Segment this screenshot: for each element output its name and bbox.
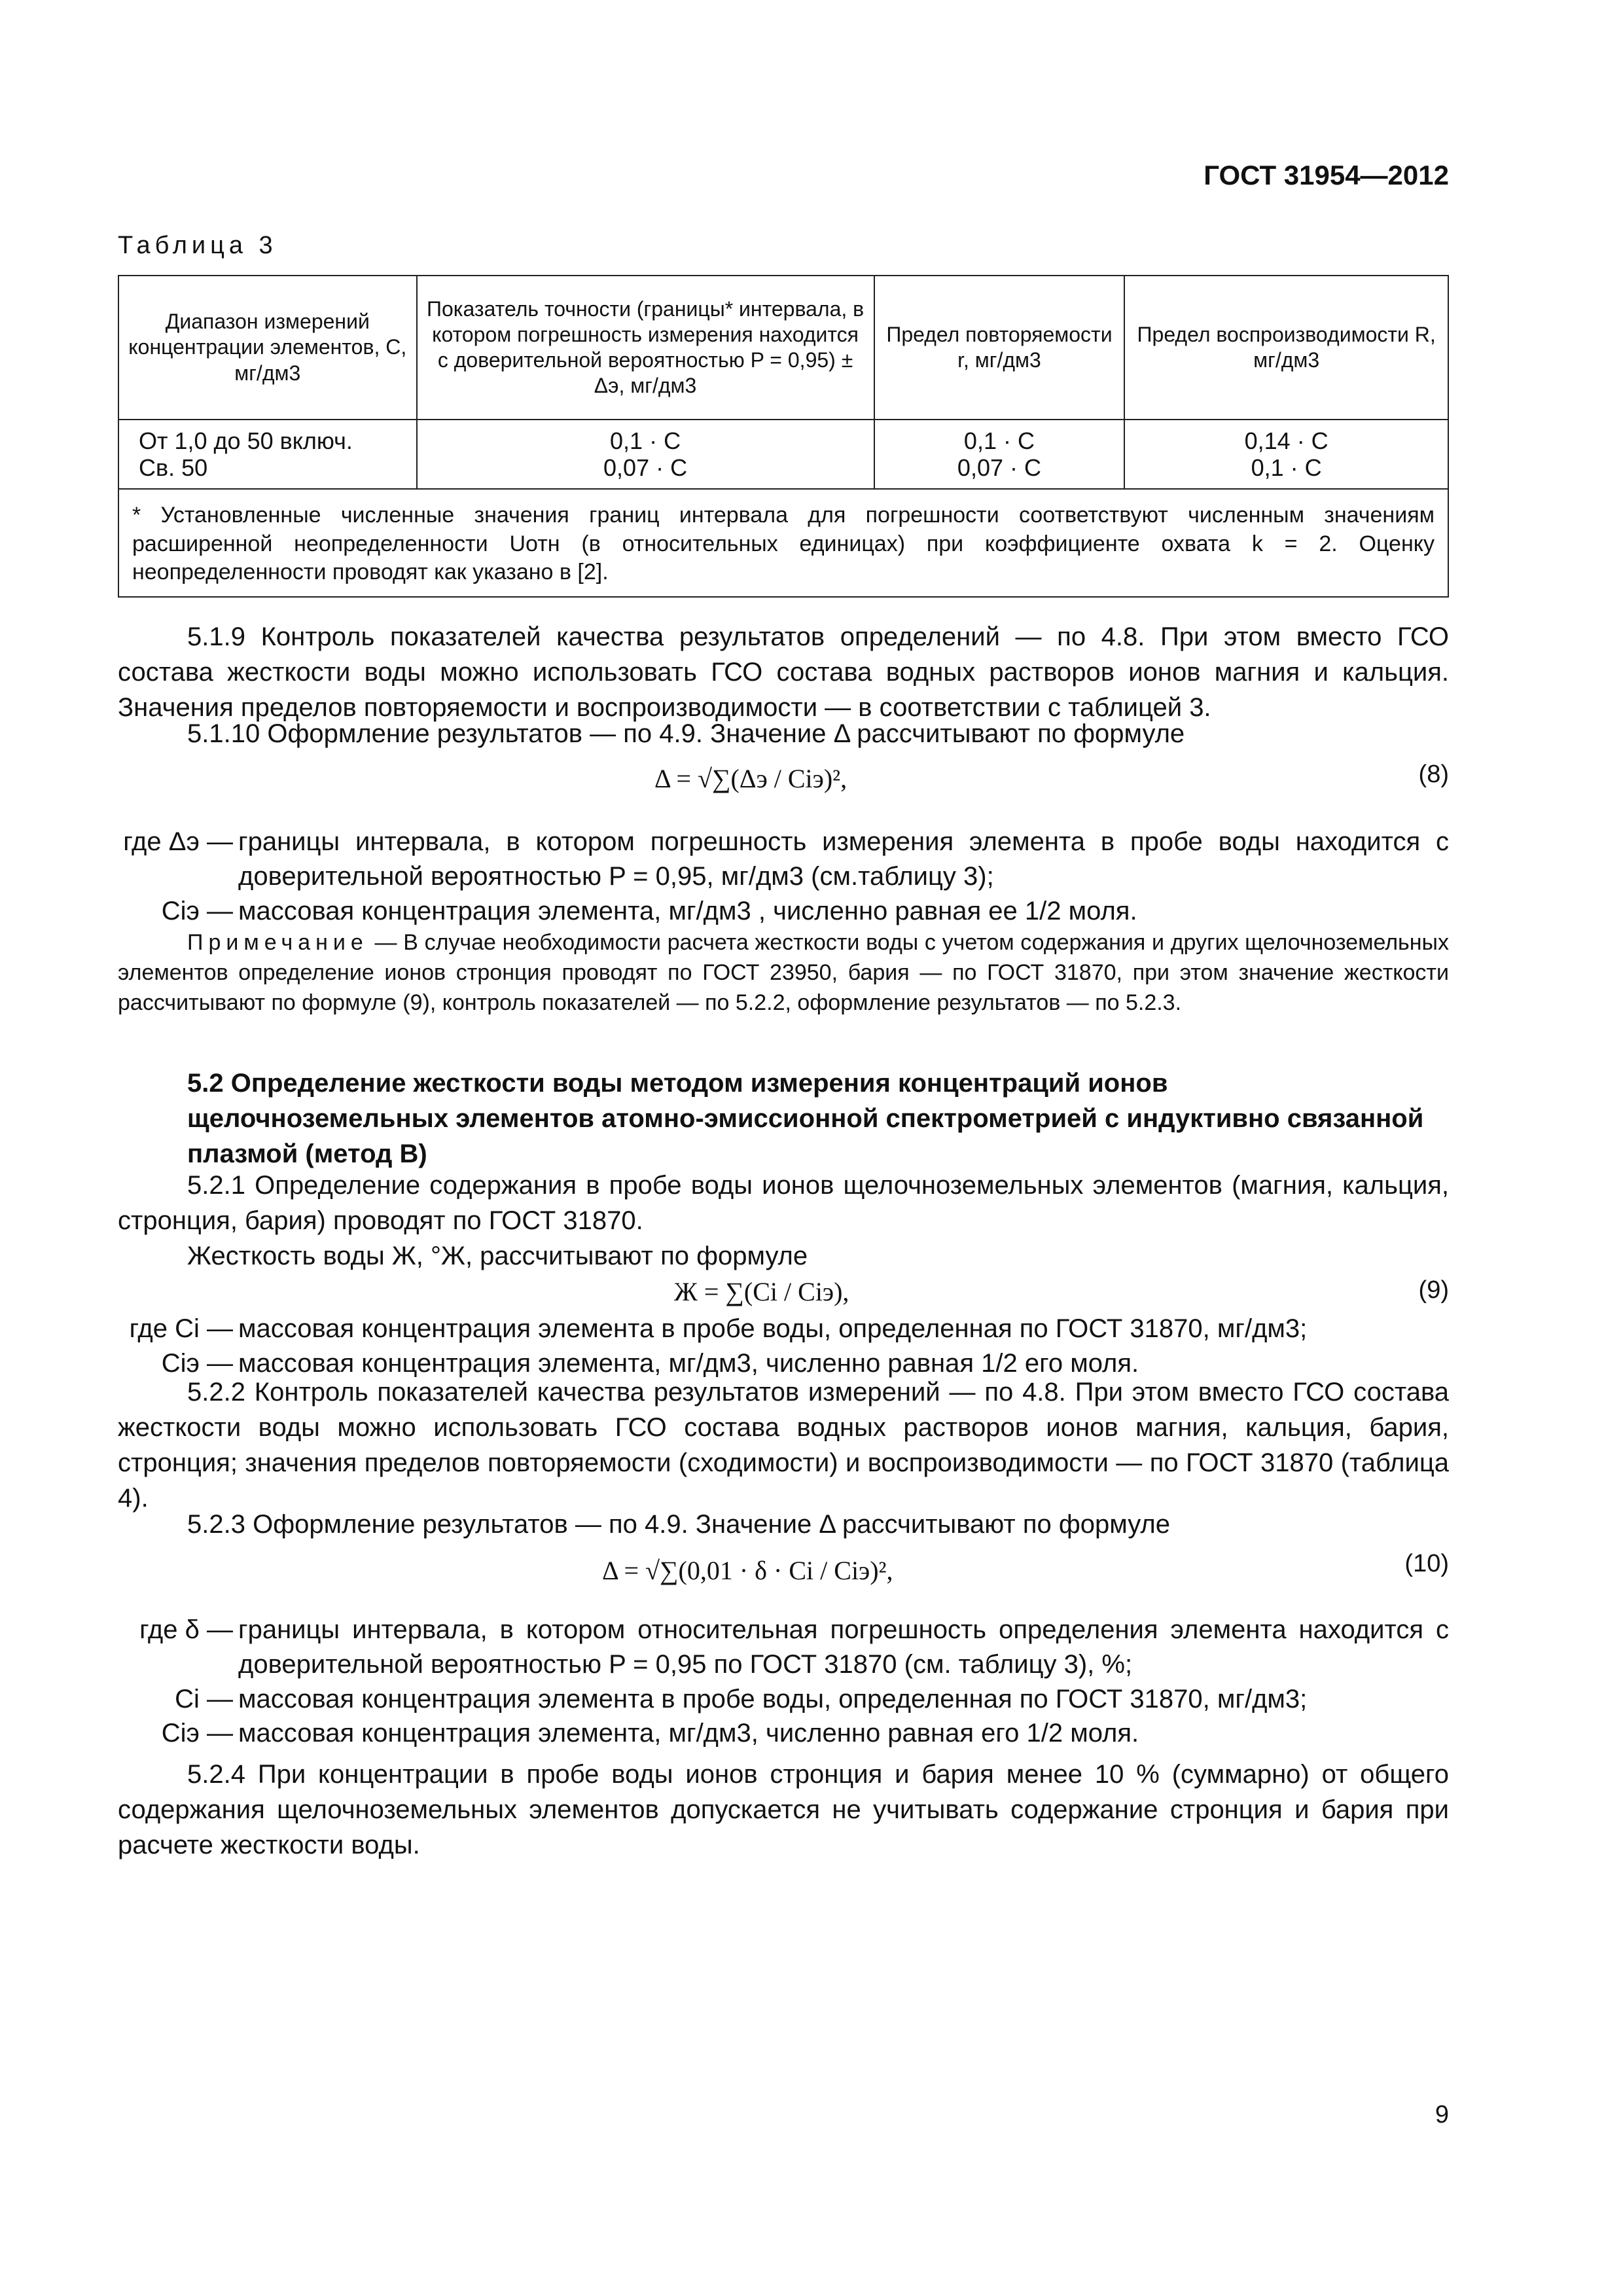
paragraph-5-2-2: 5.2.2 Контроль показателей качества результатов измерений — по 4.8. При этом вместо ГСО состава жесткости воды можно использовать ГСО состава водных растворов ионов магния, кальция, бария, стронция; значения пределов повторяемости (сходимости) и воспроизводимости — по ГОСТ 31870 (таблица 4). (118, 1378, 1449, 1513)
paragraph-5-1-10: 5.1.10 Оформление результатов — по 4.9. Значение Δ рассчитывают по формуле (187, 719, 1185, 748)
range-value: От 1,0 до 50 включ. (139, 427, 353, 454)
definition-text: границы интервала, в котором относительная погрешность определения элемента находится с доверительной вероятностью P = 0,95 по ГОСТ 31870 (см. таблицу 3), %; (238, 1615, 1449, 1679)
paragraph-hardness-formula-intro: Жесткость воды Ж, °Ж, рассчитывают по формуле (187, 1242, 808, 1270)
definition-row (118, 1682, 1449, 1717)
table-cell (118, 420, 417, 489)
section-heading-5-2: 5.2 Определение жесткости воды методом измерения концентраций ионов щелочноземельных элементов атомно-эмиссионной спектрометрией с индуктивно связанной плазмой (метод В) (187, 1069, 1424, 1168)
repeatability-value: 0,1 · C (963, 427, 1035, 454)
note-label: Примечание (187, 930, 368, 955)
formula-10-number: (10) (1404, 1550, 1449, 1577)
definition-text: массовая концентрация элемента, мг/дм3, численно равная его 1/2 моля. (238, 1719, 1139, 1748)
table-footnote: * Установленные численные значения границ интервала для погрешности соответствуют численным значениям расширенной неопределенности Uотн (в относительных единицах) при коэффициенте охвата k = 2. Оценку неопределенности проводят как указано в [2]. (118, 489, 1448, 597)
definition-row (118, 1613, 1449, 1682)
table-3 (118, 275, 1449, 598)
formula-8-definitions (118, 825, 1449, 928)
formula-9-number: (9) (1418, 1276, 1449, 1304)
definition-symbol: где δ — (139, 1615, 233, 1644)
reproducibility-value: 0,14 · C (1244, 427, 1329, 454)
accuracy-value: 0,07 · C (603, 454, 688, 481)
range-value: Св. 50 (139, 454, 208, 481)
formula-8: Δ = √∑(Δэ / Ciэ)², (654, 764, 847, 793)
table-cell (1124, 420, 1448, 489)
definition-text: массовая концентрация элемента, мг/дм3 , численно равная ее 1/2 моля. (238, 896, 1137, 925)
table-header-cell: Показатель точности (границы* интервала, в котором погрешность измерения находится с доверительной вероятностью P = 0,95) ± Δэ, мг/дм3 (417, 276, 874, 420)
definition-symbol: Ciэ — (161, 896, 233, 925)
table-row (118, 420, 1448, 489)
repeatability-value: 0,07 · C (957, 454, 1041, 481)
definition-symbol: Ci — (175, 1684, 233, 1713)
definition-text: массовая концентрация элемента, мг/дм3, численно равная 1/2 его моля. (238, 1348, 1139, 1378)
definition-symbol: где Ci — (129, 1314, 233, 1343)
table-header-cell: Предел повторяемости r, мг/дм3 (874, 276, 1125, 420)
formula-10-definitions (118, 1613, 1449, 1751)
standard-number: ГОСТ 31954—2012 (1204, 160, 1449, 190)
paragraph-5-2-4: 5.2.4 При концентрации в пробе воды ионов стронция и бария менее 10 % (суммарно) от общего содержания щелочноземельных элементов допускается не учитывать содержание стронция и бария при расчете жесткости воды. (118, 1760, 1449, 1859)
paragraph-5-2-1: 5.2.1 Определение содержания в пробе воды ионов щелочноземельных элементов (магния, кальция, стронция, бария) проводят по ГОСТ 31870. (118, 1171, 1449, 1235)
definition-text: массовая концентрация элемента в пробе воды, определенная по ГОСТ 31870, мг/дм3; (238, 1684, 1308, 1713)
definition-row (118, 825, 1449, 894)
table-footnote-row (118, 489, 1448, 597)
accuracy-value: 0,1 · C (610, 427, 681, 454)
definition-row (118, 1716, 1449, 1751)
definition-text: массовая концентрация элемента в пробе воды, определенная по ГОСТ 31870, мг/дм3; (238, 1314, 1308, 1343)
page-number: 9 (1435, 2101, 1449, 2128)
reproducibility-value: 0,1 · C (1251, 454, 1322, 481)
table-header-cell: Предел воспроизводимости R, мг/дм3 (1124, 276, 1448, 420)
definition-symbol: где Δэ — (123, 827, 233, 856)
table-header-cell: Диапазон измерений концентрации элементов, C, мг/дм3 (118, 276, 417, 420)
definition-row (118, 894, 1449, 929)
definition-symbol: Ciэ — (161, 1348, 233, 1378)
table-header-row (118, 276, 1448, 420)
note (118, 928, 1449, 1018)
formula-8-number: (8) (1418, 761, 1449, 788)
note-text: — В случае необходимости расчета жесткости воды с учетом содержания и других щелочноземельных элементов определение ионов стронция проводят по ГОСТ 23950, бария — по ГОСТ 31870, при этом значение жесткости рассчитывают по формуле (9), контроль показателей — по 5.2.2, оформление результатов — по 5.2.3. (118, 930, 1449, 1015)
definition-row (118, 1312, 1449, 1346)
formula-9-definitions (118, 1312, 1449, 1381)
definition-text: границы интервала, в котором погрешность измерения элемента в пробе воды находится с доверительной вероятностью P = 0,95, мг/дм3 (см.таблицу 3); (238, 827, 1449, 891)
paragraph-5-1-9: 5.1.9 Контроль показателей качества результатов определений — по 4.8. При этом вместо ГСО состава жесткости воды можно использовать ГСО состава водных растворов ионов магния и кальция. Значения пределов повторяемости и воспроизводимости — в соответствии с таблицей 3. (118, 622, 1449, 722)
paragraph-5-2-3: 5.2.3 Оформление результатов — по 4.9. Значение Δ рассчитывают по формуле (187, 1510, 1170, 1539)
definition-symbol: Ciэ — (161, 1719, 233, 1748)
table-cell (417, 420, 874, 489)
formula-10: Δ = √∑(0,01 · δ · Ci / Ciэ)², (602, 1556, 893, 1585)
table-cell (874, 420, 1125, 489)
formula-9: Ж = ∑(Ci / Ciэ), (674, 1277, 849, 1306)
table-caption: Таблица 3 (118, 232, 277, 259)
